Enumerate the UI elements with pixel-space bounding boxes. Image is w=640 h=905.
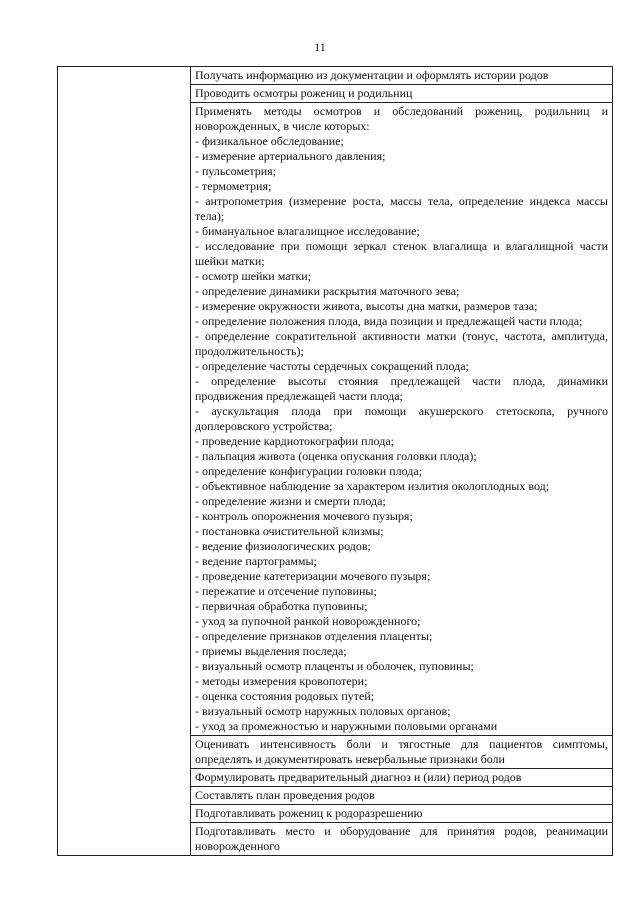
methods-list bbox=[195, 134, 608, 734]
method-list-item: - ведение партограммы; bbox=[195, 554, 317, 568]
action-cell: Формулировать предварительный диагноз и (или) период родов bbox=[191, 769, 613, 787]
method-list-item: - пальпация живота (оценка опускания головки плода); bbox=[195, 449, 477, 463]
method-list-item: - определение частоты сердечных сокращений плода; bbox=[195, 359, 469, 373]
left-column-cell bbox=[58, 67, 191, 856]
method-list-item: - пережатие и отсечение пуповины; bbox=[195, 584, 377, 598]
method-list-item: - исследование при помощи зеркал стенок влагалища и влагалищной части шейки матки; bbox=[195, 239, 608, 268]
method-list-item: - бимануальное влагалищное исследование; bbox=[195, 224, 420, 238]
method-list-item: - измерение окружности живота, высоты дна матки, размеров таза; bbox=[195, 299, 538, 313]
method-list-item: - уход за пупочной ранкой новорожденного; bbox=[195, 614, 421, 628]
method-list-item: - проведение катетеризации мочевого пузыря; bbox=[195, 569, 431, 583]
method-list-item: - методы измерения кровопотери; bbox=[195, 674, 368, 688]
action-cell: Подготавливать рожениц к родоразрешению bbox=[191, 805, 613, 823]
table-row bbox=[58, 67, 613, 85]
functions-table bbox=[57, 66, 613, 856]
method-list-item: - осмотр шейки матки; bbox=[195, 269, 312, 283]
method-list-item: - определение признаков отделения плаценты; bbox=[195, 629, 433, 643]
method-list-item: - ведение физиологических родов; bbox=[195, 539, 371, 553]
method-list-item: - определение сократительной активности матки (тонус, частота, амплитуда, продолжительность); bbox=[195, 329, 608, 358]
method-list-item: - физикальное обследование; bbox=[195, 134, 344, 148]
method-list-item: - определение конфигурации головки плода; bbox=[195, 464, 423, 478]
method-list-item: - визуальный осмотр наружных половых органов; bbox=[195, 704, 451, 718]
method-list-item: - определение положения плода, вида позиции и предлежащей части плода; bbox=[195, 314, 583, 328]
method-list-item: - определение динамики раскрытия маточного зева; bbox=[195, 284, 460, 298]
method-list-item: - определение высоты стояния предлежащей части плода, динамики продвижения предлежащей части плода; bbox=[195, 374, 608, 403]
action-cell: Составлять план проведения родов bbox=[191, 787, 613, 805]
page-number: 11 bbox=[314, 40, 326, 54]
method-list-item: - измерение артериального давления; bbox=[195, 149, 386, 163]
method-list-item: - пульсометрия; bbox=[195, 164, 277, 178]
method-list-item: - контроль опорожнения мочевого пузыря; bbox=[195, 509, 413, 523]
action-cell: Проводить осмотры рожениц и родильниц bbox=[191, 85, 613, 103]
method-list-item: - антропометрия (измерение роста, массы тела, определение индекса массы тела); bbox=[195, 194, 608, 223]
method-list-item: - термометрия; bbox=[195, 179, 272, 193]
action-cell: Получать информацию из документации и оформлять истории родов bbox=[191, 67, 613, 85]
method-list-item: - приемы выделения последа; bbox=[195, 644, 347, 658]
method-list-item: - постановка очистительной клизмы; bbox=[195, 524, 384, 538]
action-cell: Подготавливать место и оборудование для принятия родов, реанимации новорожденного bbox=[191, 823, 613, 856]
methods-intro: Применять методы осмотров и обследований рожениц, родильниц и новорожденных, в числе которых: bbox=[195, 104, 608, 133]
method-list-item: - проведение кардиотокографии плода; bbox=[195, 434, 394, 448]
methods-cell bbox=[191, 103, 613, 736]
method-list-item: - определение жизни и смерти плода; bbox=[195, 494, 386, 508]
method-list-item: - объективное наблюдение за характером излития околоплодных вод; bbox=[195, 479, 550, 493]
method-list-item: - первичная обработка пуповины; bbox=[195, 599, 368, 613]
method-list-item: - аускультация плода при помощи акушерского стетоскопа, ручного доплеровского устройства; bbox=[195, 404, 608, 433]
method-list-item: - уход за промежностью и наружными половыми органами bbox=[195, 719, 498, 733]
action-cell: Оценивать интенсивность боли и тягостные для пациентов симптомы, определять и документировать невербальные признаки боли bbox=[191, 736, 613, 769]
method-list-item: - визуальный осмотр плаценты и оболочек, пуповины; bbox=[195, 659, 474, 673]
method-list-item: - оценка состояния родовых путей; bbox=[195, 689, 375, 703]
